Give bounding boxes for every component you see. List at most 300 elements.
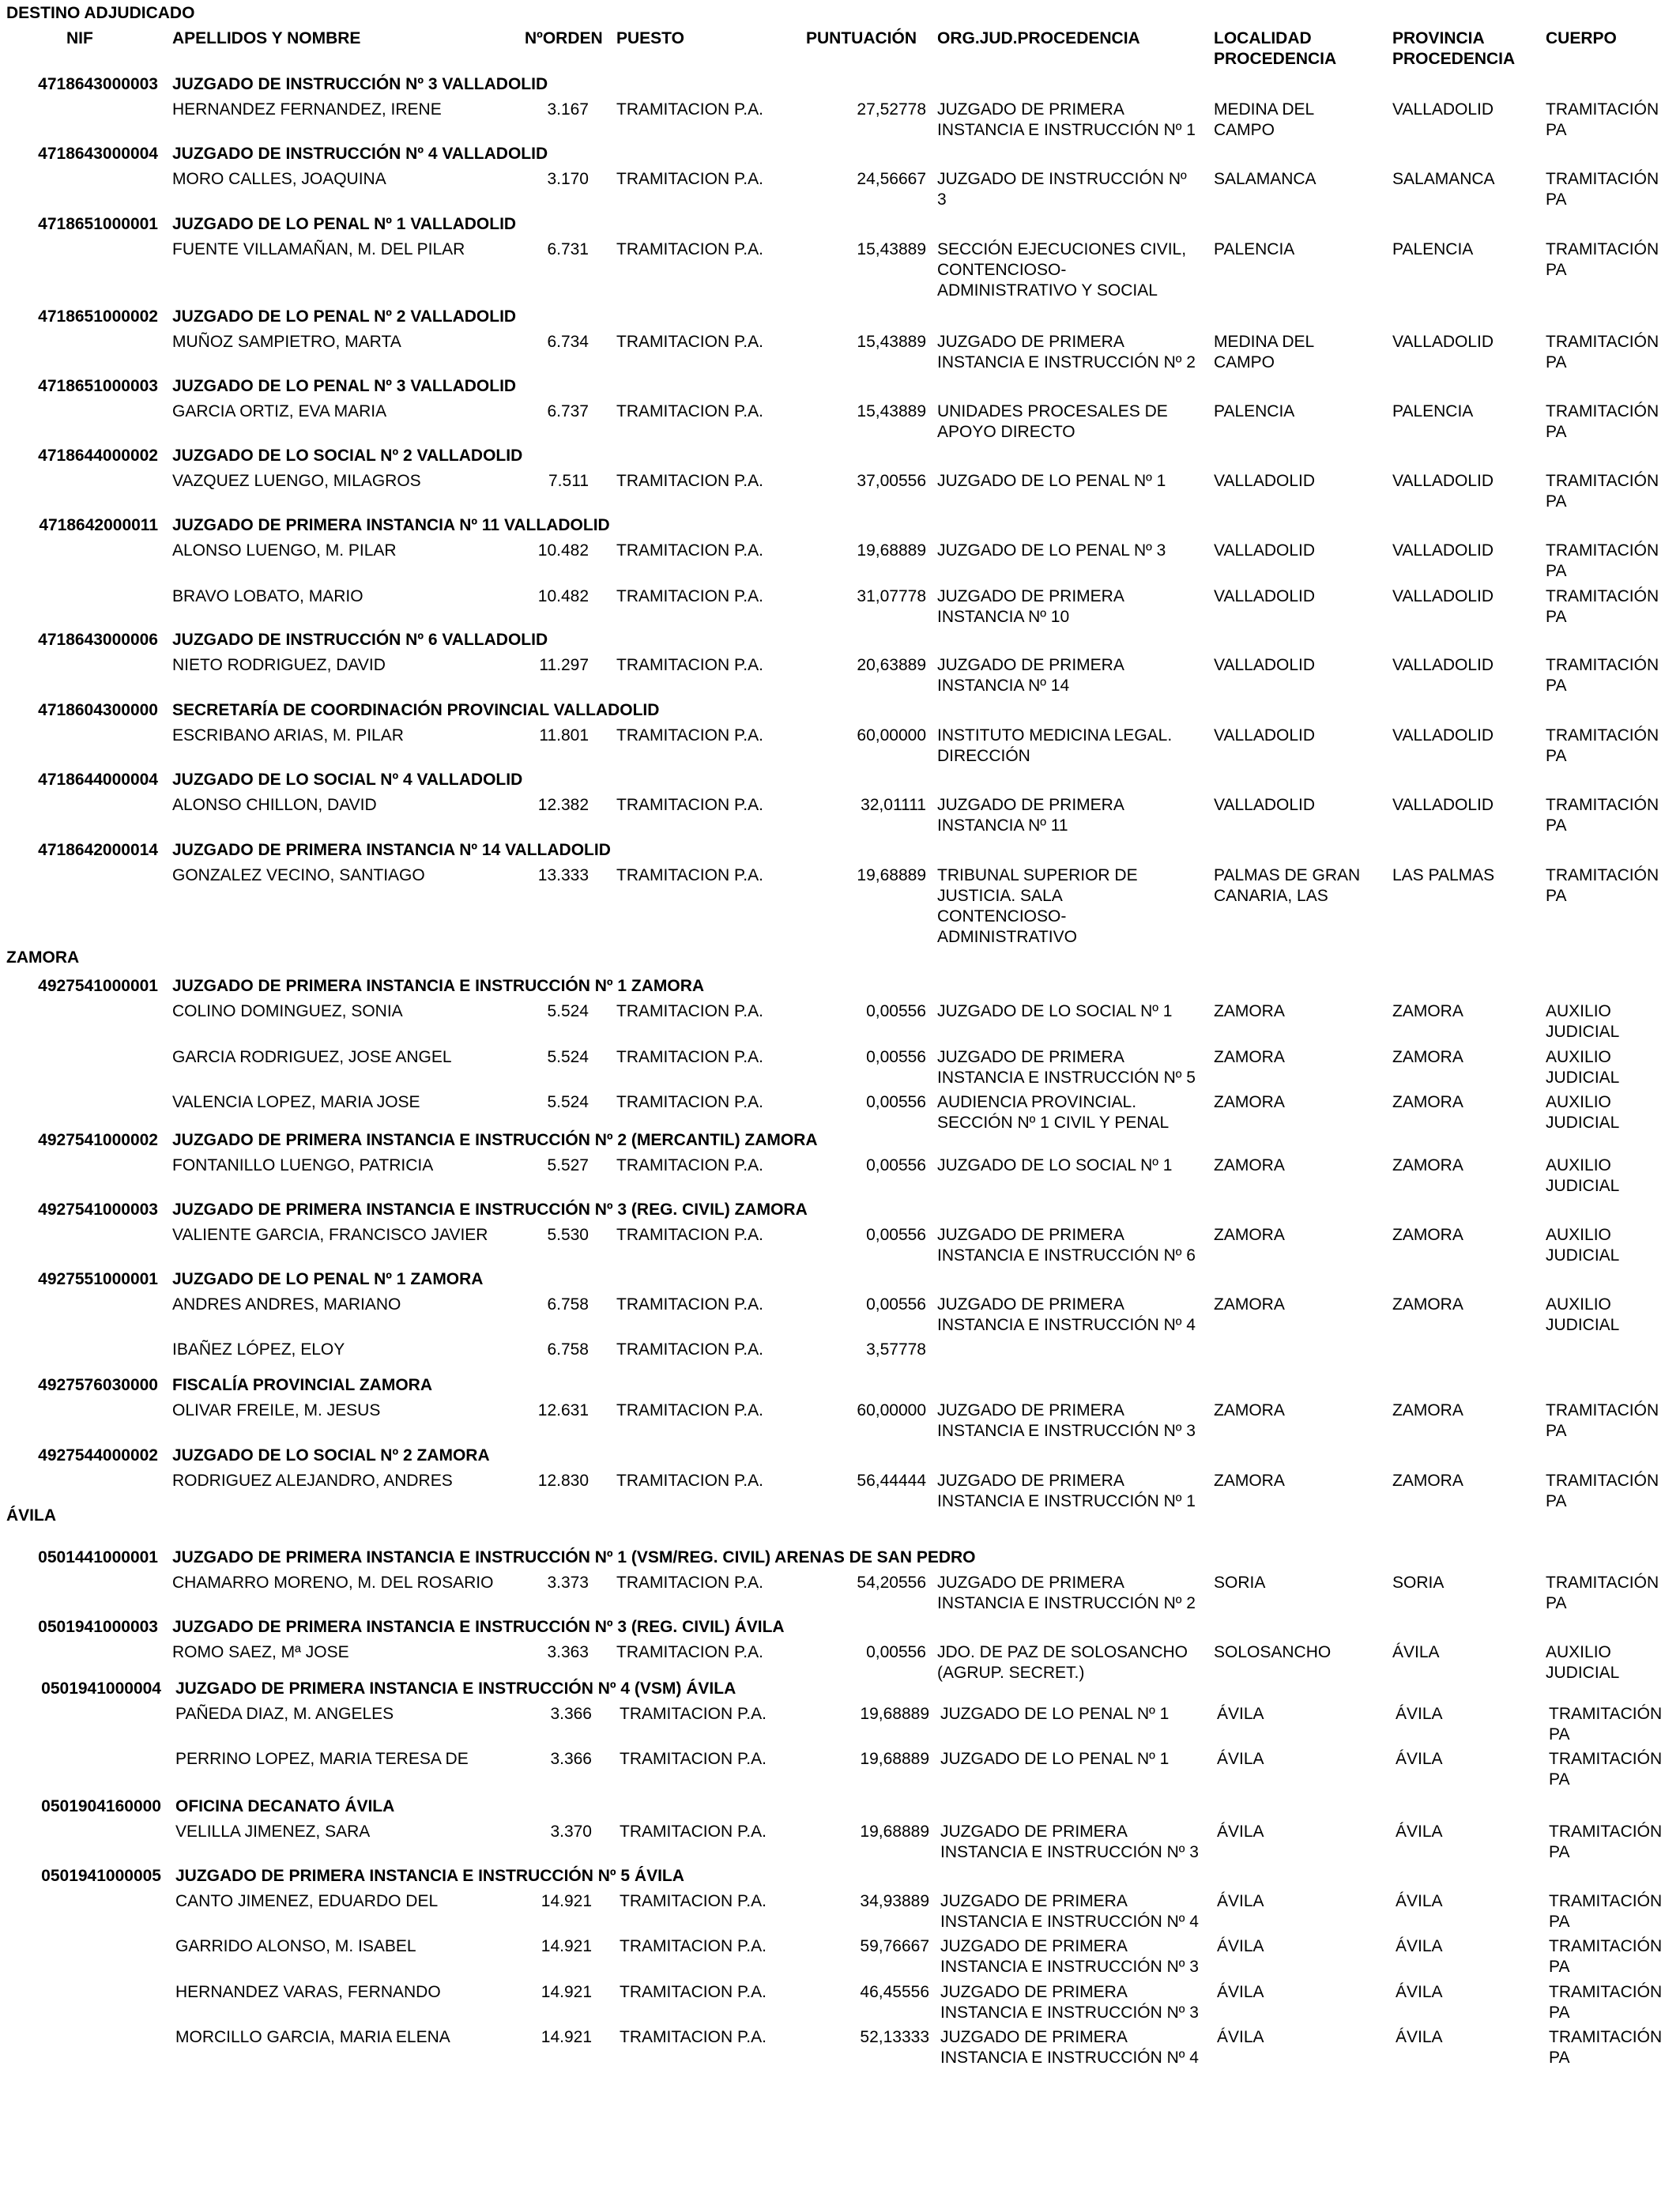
score: 31,07778 (857, 587, 926, 605)
body-corps-line: AUXILIO (1546, 1002, 1611, 1020)
order-number: 10.482 (537, 587, 589, 605)
order-number: 12.830 (537, 1472, 589, 1490)
position: TRAMITACION P.A. (620, 1705, 767, 1723)
order-number: 5.530 (547, 1226, 589, 1244)
position: TRAMITACION P.A. (616, 726, 763, 745)
origin-court-line: INSTANCIA E INSTRUCCIÓN Nº 2 (937, 1594, 1196, 1612)
destination-code: 0501941000005 (41, 1867, 161, 1885)
applicant-name: GARCIA RODRIGUEZ, JOSE ANGEL (172, 1048, 452, 1066)
applicant-name: ROMO SAEZ, Mª JOSE (172, 1643, 349, 1661)
destination-name: FISCALÍA PROVINCIAL ZAMORA (172, 1376, 432, 1394)
applicant-name: VELILLA JIMENEZ, SARA (175, 1823, 371, 1841)
body-corps-line: AUXILIO (1546, 1643, 1611, 1661)
score: 0,00556 (866, 1226, 926, 1244)
destination-code: 4718642000011 (39, 516, 158, 534)
applicant-name: NIETO RODRIGUEZ, DAVID (172, 656, 386, 674)
applicant-name: ESCRIBANO ARIAS, M. PILAR (172, 726, 404, 745)
origin-court-line: JUZGADO DE PRIMERA (937, 1295, 1124, 1314)
body-corps-line: AUXILIO (1546, 1093, 1611, 1111)
origin-province: ZAMORA (1392, 1295, 1463, 1314)
applicant-name: PERRINO LOPEZ, MARIA TERESA DE (175, 1750, 469, 1768)
body-corps-line: AUXILIO (1546, 1156, 1611, 1174)
body-corps-line: TRAMITACIÓN (1549, 1892, 1663, 1910)
origin-locality-line: VALLADOLID (1214, 541, 1315, 560)
body-corps-line: TRAMITACIÓN (1546, 541, 1659, 560)
body-corps-line: PA (1546, 190, 1567, 209)
origin-locality-line: VALLADOLID (1214, 796, 1315, 814)
destination-name: JUZGADO DE LO PENAL Nº 1 ZAMORA (172, 1270, 484, 1288)
origin-locality-line: ÁVILA (1217, 1937, 1264, 1955)
destination-code: 4927551000001 (38, 1270, 158, 1288)
score: 19,68889 (860, 1705, 929, 1723)
origin-province: VALLADOLID (1392, 726, 1494, 745)
origin-court-line: INSTANCIA E INSTRUCCIÓN Nº 3 (940, 1843, 1199, 1861)
order-number: 5.524 (547, 1002, 589, 1020)
score: 60,00000 (857, 1401, 926, 1419)
body-corps-line: TRAMITACIÓN (1549, 2028, 1663, 2046)
applicant-name: VALENCIA LOPEZ, MARIA JOSE (172, 1093, 420, 1111)
origin-court-line: SECCIÓN Nº 1 CIVIL Y PENAL (937, 1114, 1170, 1132)
origin-locality-line: ZAMORA (1214, 1093, 1285, 1111)
body-corps-line: TRAMITACIÓN (1549, 1937, 1663, 1955)
origin-locality-line: VALLADOLID (1214, 726, 1315, 745)
position: TRAMITACION P.A. (616, 587, 763, 605)
province-label-avila: ÁVILA (6, 1506, 56, 1525)
position: TRAMITACION P.A. (616, 796, 763, 814)
position: TRAMITACION P.A. (620, 1937, 767, 1955)
applicant-name: RODRIGUEZ ALEJANDRO, ANDRES (172, 1472, 453, 1490)
origin-locality-line: ÁVILA (1217, 2028, 1264, 2046)
header-cuerpo: CUERPO (1546, 29, 1617, 47)
applicant-name: CHAMARRO MORENO, M. DEL ROSARIO (172, 1574, 494, 1592)
destination-code: 4718651000001 (38, 215, 158, 233)
destination-name: JUZGADO DE LO SOCIAL Nº 4 VALLADOLID (172, 771, 523, 789)
destination-code: 4927576030000 (38, 1376, 158, 1394)
origin-court-line: INSTANCIA E INSTRUCCIÓN Nº 3 (940, 2004, 1199, 2022)
body-corps-line: TRAMITACIÓN (1546, 587, 1659, 605)
body-corps-line: PA (1546, 121, 1567, 139)
origin-court-line: UNIDADES PROCESALES DE (937, 402, 1168, 420)
score: 15,43889 (857, 333, 926, 351)
body-corps-line: PA (1546, 1594, 1567, 1612)
destination-name: JUZGADO DE LO PENAL Nº 1 VALLADOLID (172, 215, 517, 233)
score: 24,56667 (857, 170, 926, 188)
body-corps-line: TRAMITACIÓN (1546, 1401, 1659, 1419)
score: 0,00556 (866, 1156, 926, 1174)
position: TRAMITACION P.A. (616, 100, 763, 119)
applicant-name: GARRIDO ALONSO, M. ISABEL (175, 1937, 416, 1955)
applicant-name: OLIVAR FREILE, M. JESUS (172, 1401, 381, 1419)
origin-court-line: ADMINISTRATIVO (937, 928, 1077, 946)
origin-province: LAS PALMAS (1392, 866, 1495, 884)
applicant-name: MUÑOZ SAMPIETRO, MARTA (172, 333, 401, 351)
order-number: 3.170 (547, 170, 589, 188)
destination-code: 0501941000003 (38, 1618, 158, 1636)
origin-court-line: DIRECCIÓN (937, 747, 1030, 765)
origin-court-line: INSTANCIA Nº 14 (937, 677, 1070, 695)
origin-court-line: JUZGADO DE LO PENAL Nº 1 (940, 1705, 1170, 1723)
destination-code: 4718651000002 (38, 307, 158, 326)
score: 19,68889 (857, 541, 926, 560)
order-number: 3.167 (547, 100, 589, 119)
origin-province: ÁVILA (1392, 1643, 1440, 1661)
origin-court-line: ADMINISTRATIVO Y SOCIAL (937, 281, 1158, 300)
position: TRAMITACION P.A. (620, 1823, 767, 1841)
body-corps-line: JUDICIAL (1546, 1177, 1620, 1195)
origin-court-line: JUZGADO DE LO PENAL Nº 3 (937, 541, 1166, 560)
score: 59,76667 (860, 1937, 929, 1955)
applicant-name: VAZQUEZ LUENGO, MILAGROS (172, 472, 421, 490)
origin-locality-line: SALAMANCA (1214, 170, 1317, 188)
position: TRAMITACION P.A. (616, 656, 763, 674)
position: TRAMITACION P.A. (616, 1643, 763, 1661)
origin-province: ÁVILA (1396, 1823, 1443, 1841)
score: 19,68889 (860, 1823, 929, 1841)
body-corps-line: PA (1546, 261, 1567, 279)
destination-name: JUZGADO DE INSTRUCCIÓN Nº 6 VALLADOLID (172, 631, 548, 649)
order-number: 6.758 (547, 1340, 589, 1359)
order-number: 3.363 (547, 1643, 589, 1661)
origin-court-line: JUSTICIA. SALA (937, 887, 1063, 905)
score: 15,43889 (857, 402, 926, 420)
applicant-name: HERNANDEZ FERNANDEZ, IRENE (172, 100, 442, 119)
origin-province: PALENCIA (1392, 240, 1474, 258)
body-corps-line: PA (1549, 1843, 1570, 1861)
origin-court-line: 3 (937, 190, 947, 209)
origin-court-line: INSTANCIA Nº 10 (937, 608, 1070, 626)
destination-name: JUZGADO DE PRIMERA INSTANCIA E INSTRUCCIÓN Nº 1 ZAMORA (172, 977, 705, 995)
body-corps-line: PA (1549, 2004, 1570, 2022)
score: 0,00556 (866, 1643, 926, 1661)
body-corps-line: TRAMITACIÓN (1546, 796, 1659, 814)
destination-name: JUZGADO DE LO PENAL Nº 3 VALLADOLID (172, 377, 517, 395)
origin-court-line: INSTANCIA Nº 11 (937, 816, 1068, 835)
origin-court-line: JUZGADO DE PRIMERA (937, 1401, 1124, 1419)
body-corps-line: PA (1549, 1913, 1570, 1931)
origin-court-line: CONTENCIOSO- (937, 261, 1067, 279)
destination-code: 0501441000001 (38, 1548, 158, 1566)
body-corps-line: PA (1546, 608, 1567, 626)
origin-court-line: INSTANCIA E INSTRUCCIÓN Nº 4 (940, 1913, 1199, 1931)
position: TRAMITACION P.A. (620, 1983, 767, 2001)
body-corps-line: PA (1546, 887, 1567, 905)
applicant-name: ANDRES ANDRES, MARIANO (172, 1295, 401, 1314)
origin-court-line: INSTANCIA E INSTRUCCIÓN Nº 1 (937, 1492, 1196, 1510)
order-number: 10.482 (537, 541, 589, 560)
score: 20,63889 (857, 656, 926, 674)
origin-locality-line: VALLADOLID (1214, 472, 1315, 490)
position: TRAMITACION P.A. (616, 472, 763, 490)
score: 0,00556 (866, 1295, 926, 1314)
order-number: 14.921 (541, 1937, 592, 1955)
origin-court-line: JUZGADO DE PRIMERA (937, 796, 1124, 814)
body-corps-line: PA (1546, 1492, 1567, 1510)
origin-province: ZAMORA (1392, 1093, 1463, 1111)
origin-court-line: JUZGADO DE PRIMERA (937, 587, 1124, 605)
body-corps-line: PA (1546, 562, 1567, 580)
origin-locality-line: ÁVILA (1217, 1983, 1264, 2001)
position: TRAMITACION P.A. (616, 866, 763, 884)
origin-province: ÁVILA (1396, 1705, 1443, 1723)
score: 19,68889 (860, 1750, 929, 1768)
destination-name: JUZGADO DE PRIMERA INSTANCIA E INSTRUCCIÓN Nº 1 (VSM/REG. CIVIL) ARENAS DE SAN PEDRO (172, 1548, 976, 1566)
score: 0,00556 (866, 1002, 926, 1020)
body-corps-line: AUXILIO (1546, 1295, 1611, 1314)
body-corps-line: PA (1546, 1422, 1567, 1440)
origin-court-line: JUZGADO DE PRIMERA (937, 1472, 1124, 1490)
score: 3,57778 (866, 1340, 926, 1359)
order-number: 14.921 (541, 1892, 592, 1910)
order-number: 3.366 (550, 1705, 592, 1723)
applicant-name: HERNANDEZ VARAS, FERNANDO (175, 1983, 441, 2001)
origin-province: ZAMORA (1392, 1401, 1463, 1419)
destination-name: JUZGADO DE PRIMERA INSTANCIA E INSTRUCCIÓN Nº 5 ÁVILA (175, 1867, 684, 1885)
body-corps-line: PA (1546, 492, 1567, 511)
origin-locality-line: ÁVILA (1217, 1892, 1264, 1910)
order-number: 5.527 (547, 1156, 589, 1174)
order-number: 11.297 (539, 656, 589, 674)
body-corps-line: TRAMITACIÓN (1546, 866, 1659, 884)
position: TRAMITACION P.A. (620, 1892, 767, 1910)
order-number: 11.801 (539, 726, 589, 745)
body-corps-line: PA (1549, 2049, 1570, 2067)
body-corps-line: TRAMITACIÓN (1549, 1823, 1663, 1841)
position: TRAMITACION P.A. (616, 333, 763, 351)
origin-court-line: JUZGADO DE PRIMERA (937, 100, 1124, 119)
origin-court-line: JUZGADO DE PRIMERA (937, 333, 1124, 351)
origin-province: ZAMORA (1392, 1226, 1463, 1244)
applicant-name: FONTANILLO LUENGO, PATRICIA (172, 1156, 434, 1174)
order-number: 3.370 (550, 1823, 592, 1841)
destination-name: JUZGADO DE PRIMERA INSTANCIA E INSTRUCCIÓN Nº 2 (MERCANTIL) ZAMORA (172, 1131, 818, 1149)
origin-locality-line: ZAMORA (1214, 1048, 1285, 1066)
origin-province: VALLADOLID (1392, 587, 1494, 605)
order-number: 3.373 (547, 1574, 589, 1592)
order-number: 6.734 (547, 333, 589, 351)
origin-province: VALLADOLID (1392, 100, 1494, 119)
order-number: 14.921 (541, 1983, 592, 2001)
score: 46,45556 (860, 1983, 929, 2001)
origin-court-line: SECCIÓN EJECUCIONES CIVIL, (937, 240, 1187, 258)
order-number: 12.631 (537, 1401, 589, 1419)
origin-locality-line: PALENCIA (1214, 402, 1295, 420)
origin-court-line: INSTANCIA E INSTRUCCIÓN Nº 6 (937, 1246, 1196, 1265)
origin-locality-line: PALMAS DE GRAN (1214, 866, 1361, 884)
position: TRAMITACION P.A. (616, 1401, 763, 1419)
destination-code: 4718644000004 (38, 771, 158, 789)
origin-locality-line: VALLADOLID (1214, 587, 1315, 605)
origin-province: ZAMORA (1392, 1002, 1463, 1020)
origin-locality-line: PALENCIA (1214, 240, 1295, 258)
destination-code: 4927541000001 (38, 977, 158, 995)
origin-court-line: INSTANCIA E INSTRUCCIÓN Nº 3 (940, 1958, 1199, 1976)
destination-code: 4718643000004 (38, 145, 158, 163)
origin-province: SALAMANCA (1392, 170, 1495, 188)
origin-court-line: TRIBUNAL SUPERIOR DE (937, 866, 1138, 884)
position: TRAMITACION P.A. (616, 1472, 763, 1490)
position: TRAMITACION P.A. (616, 1156, 763, 1174)
body-corps-line: TRAMITACIÓN (1546, 472, 1659, 490)
origin-province: ÁVILA (1396, 1983, 1443, 2001)
destination-code: 4718643000006 (38, 631, 158, 649)
header-org: ORG.JUD.PROCEDENCIA (937, 29, 1140, 47)
score: 15,43889 (857, 240, 926, 258)
origin-locality-line: ZAMORA (1214, 1401, 1285, 1419)
body-corps-line: JUDICIAL (1546, 1664, 1620, 1682)
origin-court-line: AUDIENCIA PROVINCIAL. (937, 1093, 1137, 1111)
origin-locality-line: VALLADOLID (1214, 656, 1315, 674)
origin-court-line: INSTANCIA E INSTRUCCIÓN Nº 3 (937, 1422, 1196, 1440)
applicant-name: ALONSO LUENGO, M. PILAR (172, 541, 397, 560)
destination-code: 4927541000003 (38, 1201, 158, 1219)
destination-name: SECRETARÍA DE COORDINACIÓN PROVINCIAL VALLADOLID (172, 701, 660, 719)
body-corps-line: JUDICIAL (1546, 1023, 1620, 1041)
origin-locality-line: ÁVILA (1217, 1705, 1264, 1723)
destination-name: JUZGADO DE PRIMERA INSTANCIA E INSTRUCCIÓN Nº 3 (REG. CIVIL) ÁVILA (172, 1618, 785, 1636)
origin-court-line: JUZGADO DE LO SOCIAL Nº 1 (937, 1002, 1173, 1020)
body-corps-line: PA (1546, 747, 1567, 765)
order-number: 6.758 (547, 1295, 589, 1314)
origin-province: ÁVILA (1396, 1937, 1443, 1955)
origin-province: VALLADOLID (1392, 796, 1494, 814)
origin-court-line: JUZGADO DE PRIMERA (940, 1892, 1128, 1910)
body-corps-line: PA (1546, 816, 1567, 835)
body-corps-line: AUXILIO (1546, 1048, 1611, 1066)
origin-court-line: INSTANCIA E INSTRUCCIÓN Nº 5 (937, 1069, 1196, 1087)
destination-code: 4718651000003 (38, 377, 158, 395)
origin-court-line: JUZGADO DE LO SOCIAL Nº 1 (937, 1156, 1173, 1174)
body-corps-line: PA (1546, 423, 1567, 441)
origin-locality-line: CAMPO (1214, 353, 1275, 371)
body-corps-line: TRAMITACIÓN (1549, 1983, 1663, 2001)
body-corps-line: JUDICIAL (1546, 1069, 1620, 1087)
body-corps-line: TRAMITACIÓN (1546, 1472, 1659, 1490)
position: TRAMITACION P.A. (616, 1574, 763, 1592)
origin-court-line: (AGRUP. SECRET.) (937, 1664, 1085, 1682)
destination-name: JUZGADO DE PRIMERA INSTANCIA E INSTRUCCIÓN Nº 4 (VSM) ÁVILA (175, 1679, 736, 1698)
origin-locality-line: MEDINA DEL (1214, 100, 1315, 119)
province-label-zamora: ZAMORA (6, 948, 80, 967)
header-nombre: APELLIDOS Y NOMBRE (172, 29, 361, 47)
header-nif: NIF (66, 29, 93, 47)
destination-name: JUZGADO DE LO SOCIAL Nº 2 VALLADOLID (172, 447, 523, 465)
origin-province: VALLADOLID (1392, 472, 1494, 490)
body-corps-line: PA (1546, 677, 1567, 695)
position: TRAMITACION P.A. (616, 1340, 763, 1359)
body-corps-line: JUDICIAL (1546, 1246, 1620, 1265)
origin-court-line: JDO. DE PAZ DE SOLOSANCHO (937, 1643, 1188, 1661)
header-provincia-1: PROVINCIA (1392, 29, 1485, 47)
origin-court-line: JUZGADO DE PRIMERA (940, 1823, 1128, 1841)
body-corps-line: AUXILIO (1546, 1226, 1611, 1244)
applicant-name: GARCIA ORTIZ, EVA MARIA (172, 402, 387, 420)
origin-court-line: JUZGADO DE PRIMERA (940, 1983, 1128, 2001)
origin-court-line: APOYO DIRECTO (937, 423, 1075, 441)
origin-locality-line: ZAMORA (1214, 1295, 1285, 1314)
body-corps-line: PA (1546, 353, 1567, 371)
applicant-name: MORCILLO GARCIA, MARIA ELENA (175, 2028, 450, 2046)
document-title: DESTINO ADJUDICADO (6, 4, 195, 22)
body-corps-line: PA (1549, 1958, 1570, 1976)
origin-province: VALLADOLID (1392, 541, 1494, 560)
header-localidad-2: PROCEDENCIA (1214, 50, 1337, 68)
applicant-name: MORO CALLES, JOAQUINA (172, 170, 386, 188)
origin-province: ÁVILA (1396, 1892, 1443, 1910)
body-corps-line: PA (1549, 1725, 1570, 1744)
origin-court-line: INSTANCIA E INSTRUCCIÓN Nº 4 (940, 2049, 1199, 2067)
origin-court-line: JUZGADO DE PRIMERA (937, 1574, 1124, 1592)
destination-name: JUZGADO DE INSTRUCCIÓN Nº 4 VALLADOLID (172, 145, 548, 163)
applicant-name: ALONSO CHILLON, DAVID (172, 796, 377, 814)
origin-province: ZAMORA (1392, 1156, 1463, 1174)
origin-locality-line: ZAMORA (1214, 1226, 1285, 1244)
score: 52,13333 (860, 2028, 929, 2046)
order-number: 5.524 (547, 1048, 589, 1066)
position: TRAMITACION P.A. (616, 170, 763, 188)
applicant-name: FUENTE VILLAMAÑAN, M. DEL PILAR (172, 240, 465, 258)
header-provincia-2: PROCEDENCIA (1392, 50, 1516, 68)
origin-locality-line: ZAMORA (1214, 1472, 1285, 1490)
order-number: 13.333 (537, 866, 589, 884)
order-number: 3.366 (550, 1750, 592, 1768)
origin-locality-line: CAMPO (1214, 121, 1275, 139)
origin-locality-line: ÁVILA (1217, 1750, 1264, 1768)
origin-province: VALLADOLID (1392, 656, 1494, 674)
body-corps-line: TRAMITACIÓN (1546, 726, 1659, 745)
destination-code: 4718643000003 (38, 75, 158, 93)
body-corps-line: TRAMITACIÓN (1549, 1750, 1663, 1768)
origin-court-line: INSTANCIA E INSTRUCCIÓN Nº 4 (937, 1316, 1196, 1334)
origin-court-line: JUZGADO DE PRIMERA (940, 1937, 1128, 1955)
origin-court-line: CONTENCIOSO- (937, 907, 1067, 925)
origin-locality-line: MEDINA DEL (1214, 333, 1315, 351)
origin-court-line: JUZGADO DE LO PENAL Nº 1 (937, 472, 1166, 490)
score: 54,20556 (857, 1574, 926, 1592)
applicant-name: IBAÑEZ LÓPEZ, ELOY (172, 1340, 345, 1359)
order-number: 14.921 (541, 2028, 592, 2046)
origin-locality-line: SOLOSANCHO (1214, 1643, 1332, 1661)
body-corps-line: TRAMITACIÓN (1549, 1705, 1663, 1723)
origin-province: ZAMORA (1392, 1472, 1463, 1490)
body-corps-line: PA (1549, 1770, 1570, 1789)
origin-court-line: JUZGADO DE LO PENAL Nº 1 (940, 1750, 1170, 1768)
position: TRAMITACION P.A. (616, 1295, 763, 1314)
position: TRAMITACION P.A. (616, 1093, 763, 1111)
origin-court-line: INSTANCIA E INSTRUCCIÓN Nº 2 (937, 353, 1196, 371)
position: TRAMITACION P.A. (616, 1002, 763, 1020)
body-corps-line: TRAMITACIÓN (1546, 1574, 1659, 1592)
score: 0,00556 (866, 1048, 926, 1066)
position: TRAMITACION P.A. (620, 2028, 767, 2046)
origin-province: ÁVILA (1396, 1750, 1443, 1768)
origin-court-line: JUZGADO DE PRIMERA (937, 656, 1124, 674)
origin-court-line: JUZGADO DE PRIMERA (940, 2028, 1128, 2046)
destination-code: 4718642000014 (38, 841, 158, 859)
body-corps-line: TRAMITACIÓN (1546, 402, 1659, 420)
header-localidad-1: LOCALIDAD (1214, 29, 1312, 47)
destination-name: JUZGADO DE INSTRUCCIÓN Nº 3 VALLADOLID (172, 75, 548, 93)
header-puntuacion: PUNTUACIÓN (806, 29, 917, 47)
origin-court-line: INSTANCIA E INSTRUCCIÓN Nº 1 (937, 121, 1196, 139)
body-corps-line: JUDICIAL (1546, 1316, 1620, 1334)
body-corps-line: JUDICIAL (1546, 1114, 1620, 1132)
origin-court-line: JUZGADO DE INSTRUCCIÓN Nº (937, 170, 1187, 188)
score: 19,68889 (857, 866, 926, 884)
origin-locality-line: CANARIA, LAS (1214, 887, 1328, 905)
origin-province: ÁVILA (1396, 2028, 1443, 2046)
body-corps-line: TRAMITACIÓN (1546, 656, 1659, 674)
destination-name: OFICINA DECANATO ÁVILA (175, 1797, 395, 1815)
